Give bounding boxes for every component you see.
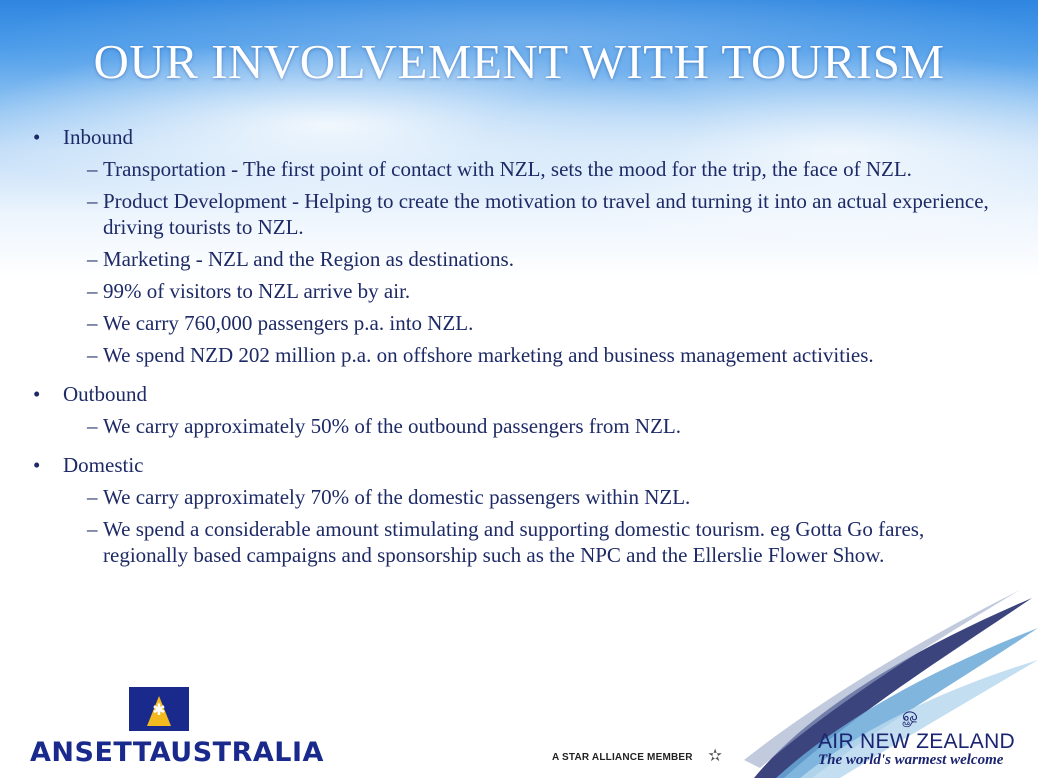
section-heading-domestic: • Domestic xyxy=(33,452,1008,478)
list-item: – We carry 760,000 passengers p.a. into NZL. xyxy=(87,311,474,335)
slide-content xyxy=(33,124,1008,568)
list-item: – We carry approximately 70% of the domestic passengers within NZL. xyxy=(87,485,691,509)
slide-title: OUR INVOLVEMENT WITH TOURISM xyxy=(93,34,945,89)
air-new-zealand-tagline: The world's warmest welcome xyxy=(818,752,1004,768)
list-item: – We spend a considerable amount stimulating and supporting domestic tourism. eg Gotta Go fares, regionally based campaigns and sponsorship such as the NPC and the Ellerslie Flower Show. xyxy=(87,517,925,567)
star-alliance-text: A STAR ALLIANCE MEMBER xyxy=(552,752,693,763)
section-heading-inbound: • Inbound xyxy=(33,124,1008,150)
air-new-zealand-wordmark: AIR NEW ZEALAND xyxy=(818,730,1016,753)
ansett-wordmark: ANSETTAUSTRALIA xyxy=(30,737,324,768)
ansett-australia-logo xyxy=(24,683,324,776)
star-alliance-icon: ✫ xyxy=(708,746,723,766)
list-item: – Marketing - NZL and the Region as destinations. xyxy=(87,247,514,271)
section-heading-outbound: • Outbound xyxy=(33,381,1008,407)
list-item: – Transportation - The first point of contact with NZL, sets the mood for the trip, the face of NZL. xyxy=(87,157,912,181)
list-item: – We carry approximately 50% of the outbound passengers from NZL. xyxy=(87,414,681,438)
list-item: – We spend NZD 202 million p.a. on offshore marketing and business management activities. xyxy=(87,343,874,367)
list-item: – 99% of visitors to NZL arrive by air. xyxy=(87,279,411,303)
list-item: – Product Development - Helping to create the motivation to travel and turning it into an actual experience, driving tourists to NZL. xyxy=(87,189,989,239)
koru-icon: ௐ xyxy=(902,704,921,726)
ansett-star-icon: ✱ xyxy=(129,687,189,731)
